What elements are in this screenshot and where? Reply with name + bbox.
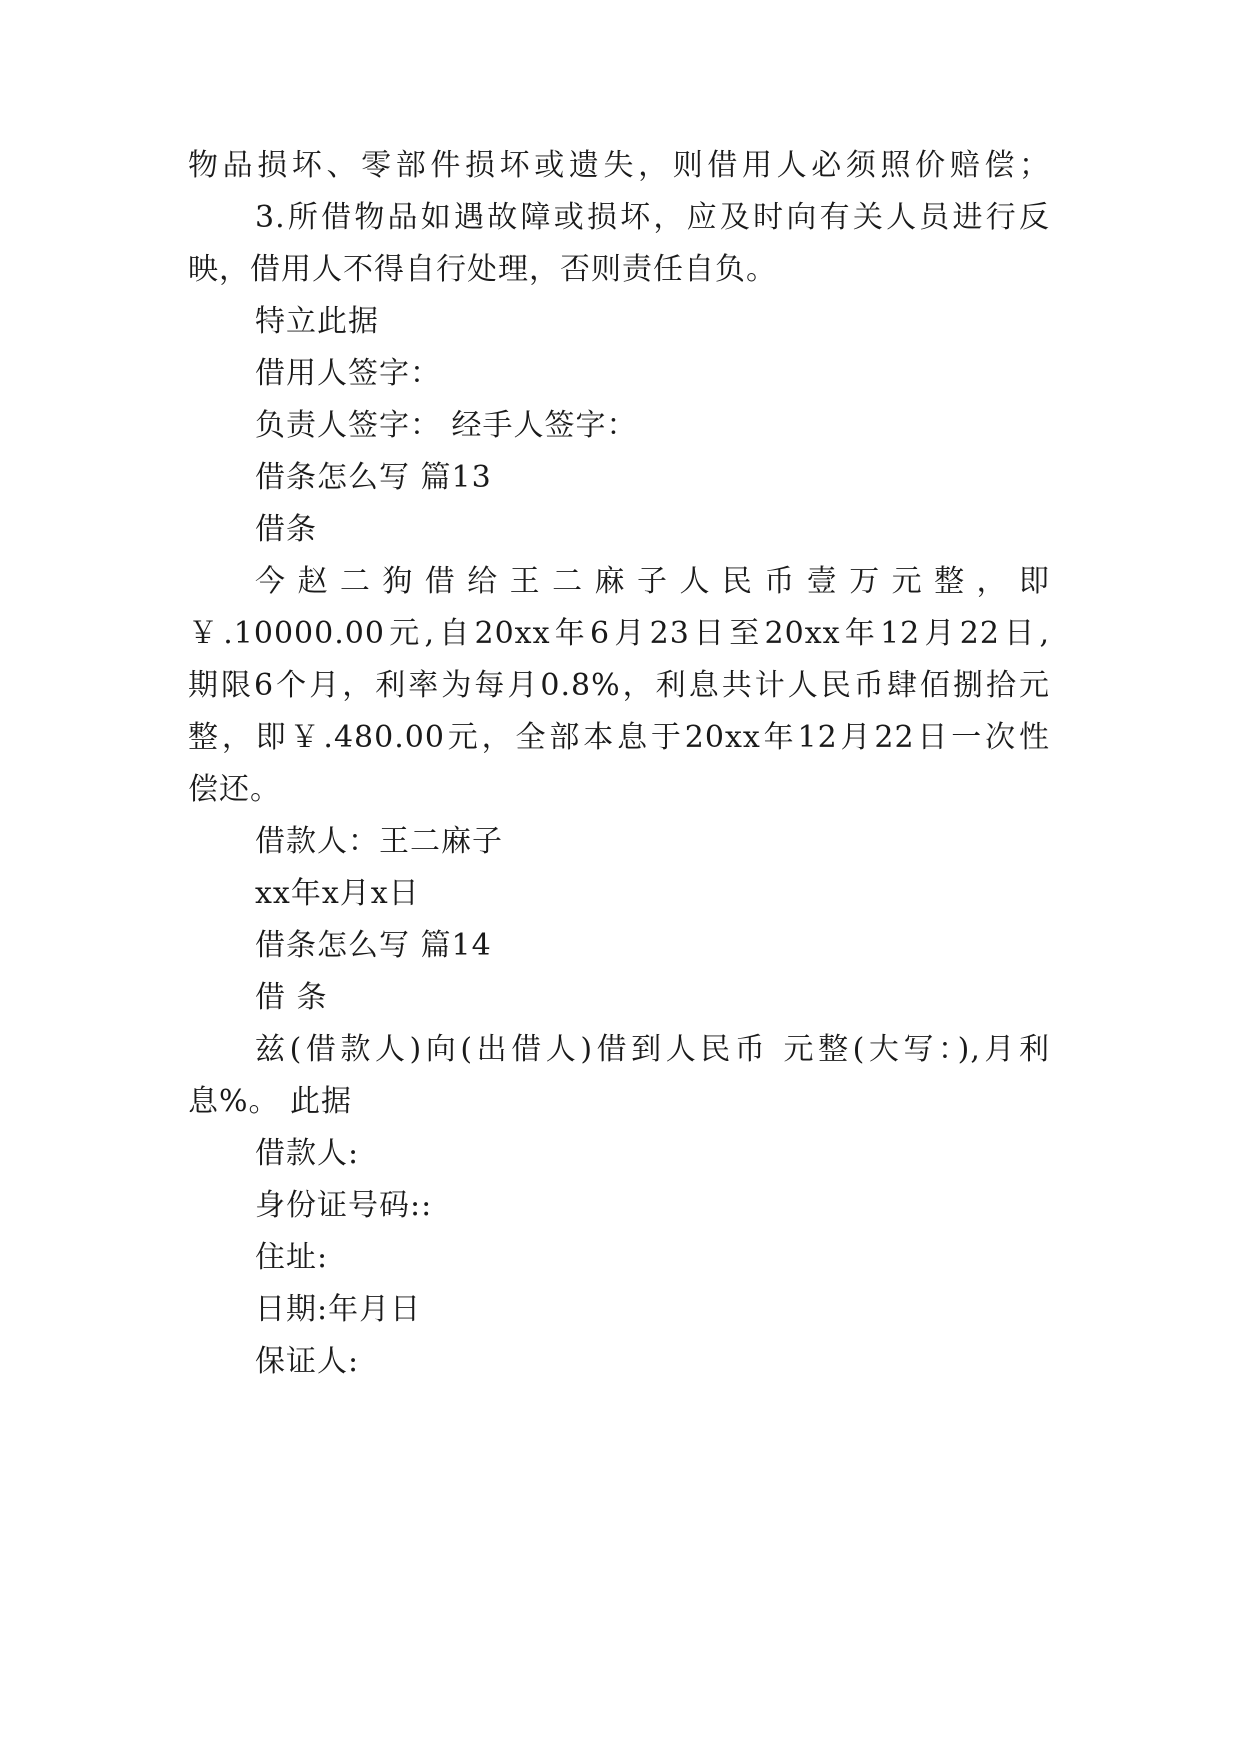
text-line: 息%。 此据 bbox=[188, 1084, 353, 1119]
text-line: 日期:年月日 bbox=[255, 1292, 422, 1327]
date-line: xx年x月x日 bbox=[255, 876, 420, 911]
text-line: 身份证号码:: bbox=[255, 1188, 433, 1223]
text-line: ￥.10000.00元,自20xx年6月23日至20xx年12月22日, bbox=[188, 616, 1050, 651]
text-line: 负责人签字： 经手人签字： bbox=[255, 408, 638, 443]
text-line: 今 赵 二 狗 借 给 王 二 麻 子 人 民 币 壹 万 元 整 ， 即 bbox=[255, 564, 1050, 599]
text-line: 映，借用人不得自行处理，否则责任自负。 bbox=[188, 252, 777, 287]
text-line: 住址: bbox=[255, 1240, 329, 1275]
document-title: 借条 bbox=[255, 512, 317, 547]
document-title: 借 条 bbox=[255, 980, 328, 1015]
text-line: 借款人: bbox=[255, 1136, 360, 1171]
text-line: 期限6个月，利率为每月0.8%，利息共计人民币肆佰捌拾元 bbox=[188, 668, 1050, 703]
text-line: 3.所借物品如遇故障或损坏，应及时向有关人员进行反 bbox=[255, 200, 1050, 235]
text-line: 物品损坏、零部件损坏或遗失，则借用人必须照价赔偿； bbox=[188, 148, 1050, 183]
text-line: 兹(借款人)向(出借人)借到人民币 元整(大写：),月利 bbox=[255, 1032, 1050, 1067]
section-heading: 借条怎么写 篇14 bbox=[255, 928, 492, 963]
text-line: 偿还。 bbox=[188, 772, 281, 807]
text-line: 借款人：王二麻子 bbox=[255, 824, 503, 859]
text-line: 借用人签字： bbox=[255, 356, 441, 391]
section-heading: 借条怎么写 篇13 bbox=[255, 460, 492, 495]
text-line: 整，即￥.480.00元，全部本息于20xx年12月22日一次性 bbox=[188, 720, 1050, 755]
text-line: 特立此据 bbox=[255, 304, 379, 339]
text-line: 保证人: bbox=[255, 1344, 360, 1379]
